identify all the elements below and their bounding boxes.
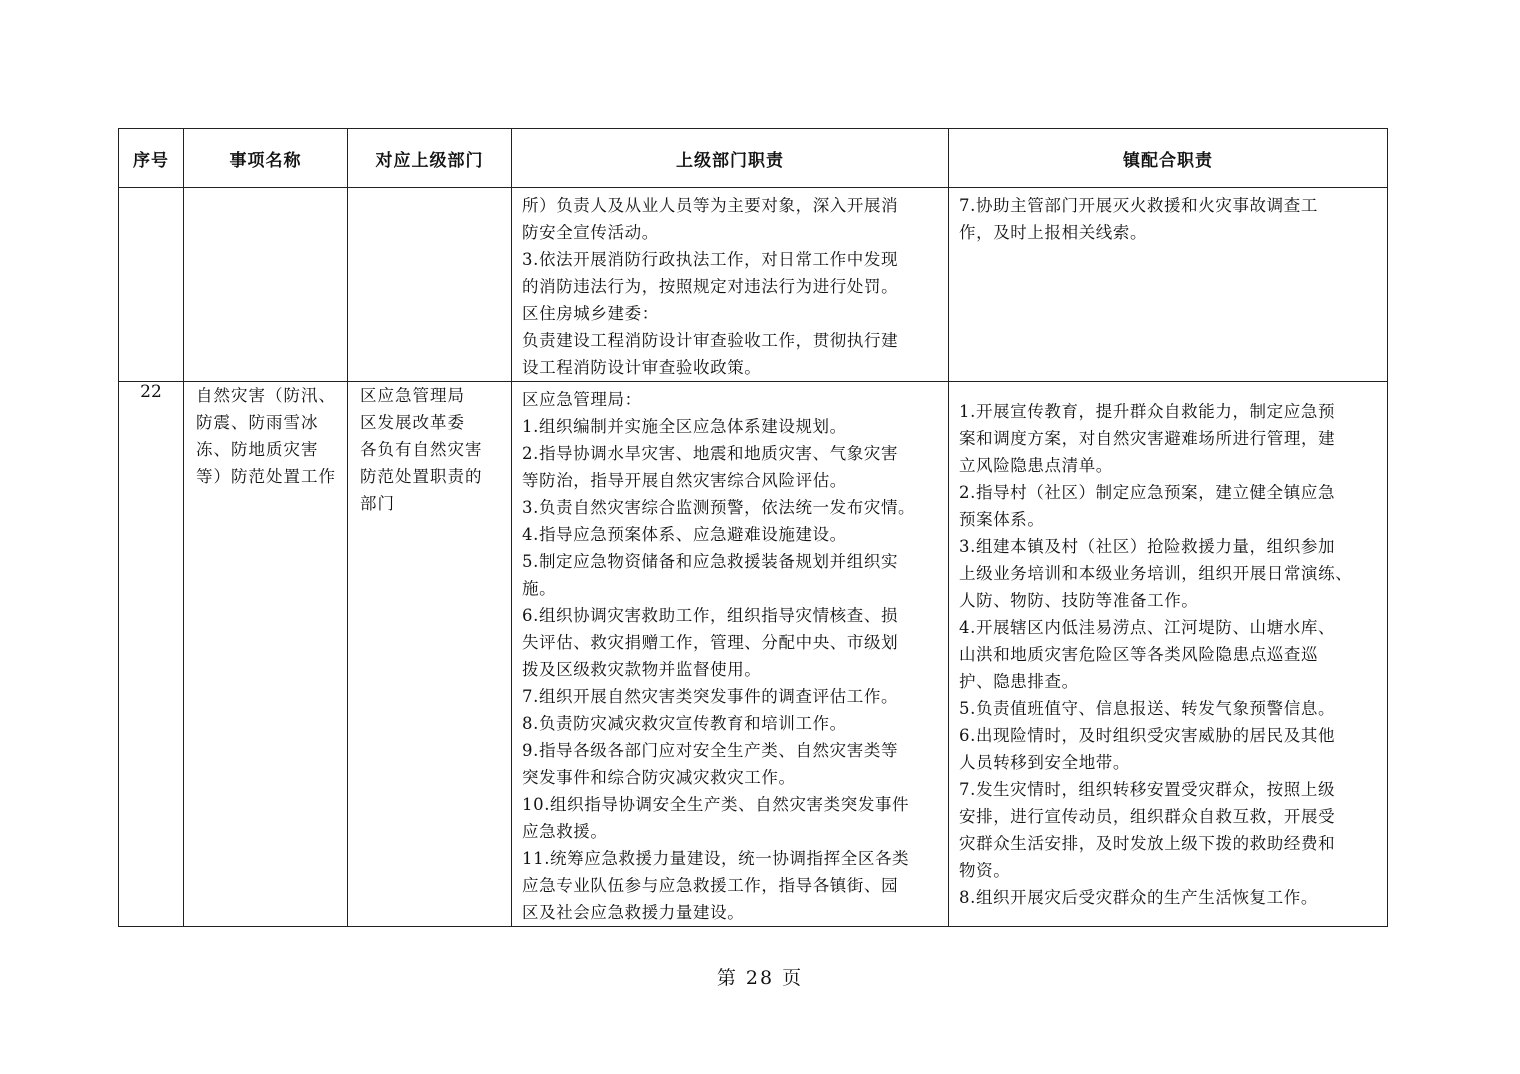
text-line: 应急专业队伍参与应急救援工作，指导各镇街、园: [522, 876, 899, 895]
text-line: 安排，进行宣传动员，组织群众自救互救，开展受: [959, 807, 1336, 826]
text-line: 1.组织编制并实施全区应急体系建设规划。: [522, 417, 847, 436]
text-line: 立风险隐患点清单。: [959, 456, 1113, 475]
text-line: 案和调度方案，对自然灾害避难场所进行管理，建: [959, 429, 1336, 448]
text-line: 各负有自然灾害: [360, 440, 483, 459]
text-line: 所）负责人及从业人员等为主要对象，深入开展消: [522, 196, 899, 215]
text-line: 区应急管理局: [360, 386, 465, 405]
table-header-row: [119, 129, 1388, 188]
text-line: 7.发生灾情时，组织转移安置受灾群众，按照上级: [959, 780, 1336, 799]
text-line: 5.负责值班值守、信息报送、转发气象预警信息。: [959, 699, 1336, 718]
text-line: 人防、物防、技防等准备工作。: [959, 591, 1199, 610]
text-line: 冻、防地质灾害: [196, 440, 319, 459]
text-line: 作，及时上报相关线索。: [959, 223, 1148, 242]
table-row: [119, 382, 1388, 927]
header-department: 对应上级部门: [348, 129, 512, 188]
text-line: 11.统筹应急救援力量建设，统一协调指挥全区各类: [522, 849, 910, 868]
text-line: 失评估、救灾捐赠工作，管理、分配中央、市级划: [522, 633, 899, 652]
text-line: 10.组织指导协调安全生产类、自然灾害类突发事件: [522, 795, 910, 814]
text-line: 设工程消防设计审查验收政策。: [522, 358, 762, 377]
text-line: 等防治，指导开展自然灾害综合风险评估。: [522, 471, 847, 490]
page-number: 第 28 页: [716, 967, 804, 989]
text-line: 部门: [360, 494, 395, 513]
text-line: 8.负责防灾减灾救灾宣传教育和培训工作。: [522, 714, 847, 733]
text-line: 2.指导协调水旱灾害、地震和地质灾害、气象灾害: [522, 444, 899, 463]
text-line: 9.指导各级各部门应对安全生产类、自然灾害类等: [522, 741, 899, 760]
text-line: 5.制定应急物资储备和应急救援装备规划并组织实: [522, 552, 899, 571]
header-superior-duties: 上级部门职责: [512, 129, 949, 188]
text-line: 上级业务培训和本级业务培训，组织开展日常演练、: [959, 564, 1353, 583]
text-line: 人员转移到安全地带。: [959, 753, 1130, 772]
cell-department: [348, 188, 512, 382]
cell-number: 22: [119, 382, 184, 927]
cell-town-duties: [949, 188, 1388, 382]
text-line: 施。: [522, 579, 557, 598]
cell-superior-duties: [512, 188, 949, 382]
text-line: 8.组织开展灾后受灾群众的生产生活恢复工作。: [959, 888, 1318, 907]
cell-town-duties: [949, 382, 1388, 927]
text-line: 3.依法开展消防行政执法工作，对日常工作中发现: [522, 250, 899, 269]
text-line: 拨及区级救灾款物并监督使用。: [522, 660, 762, 679]
text-line: 护、隐患排查。: [959, 672, 1079, 691]
text-line: 的消防违法行为，按照规定对违法行为进行处罚。: [522, 277, 899, 296]
text-line: 3.组建本镇及村（社区）抢险救援力量，组织参加: [959, 537, 1336, 556]
text-line: 山洪和地质灾害危险区等各类风险隐患点巡查巡: [959, 645, 1319, 664]
text-line: 区住房城乡建委：: [522, 304, 659, 323]
text-line: 负责建设工程消防设计审查验收工作，贯彻执行建: [522, 331, 899, 350]
text-line: 2.指导村（社区）制定应急预案，建立健全镇应急: [959, 483, 1336, 502]
text-line: 4.指导应急预案体系、应急避难设施建设。: [522, 525, 847, 544]
cell-department: [348, 382, 512, 927]
text-line: 自然灾害（防汛、: [196, 386, 336, 405]
text-line: 区发展改革委: [360, 413, 465, 432]
text-line: 3.负责自然灾害综合监测预警，依法统一发布灾情。: [522, 498, 916, 517]
cell-item-name: [184, 382, 348, 927]
text-line: 防震、防雨雪冰: [196, 413, 319, 432]
text-line: 4.开展辖区内低洼易涝点、江河堤防、山塘水库、: [959, 618, 1336, 637]
text-line: 防安全宣传活动。: [522, 223, 659, 242]
text-line: 6.组织协调灾害救助工作，组织指导灾情核查、损: [522, 606, 899, 625]
header-item-name: 事项名称: [184, 129, 348, 188]
text-line: 区及社会应急救援力量建设。: [522, 903, 745, 922]
text-line: 等）防范处置工作: [196, 467, 336, 486]
text-line: 防范处置职责的: [360, 467, 483, 486]
text-line: 7.组织开展自然灾害类突发事件的调查评估工作。: [522, 687, 899, 706]
cell-number: [119, 188, 184, 382]
cell-item-name: [184, 188, 348, 382]
duty-table: [118, 128, 1388, 927]
text-line: 7.协助主管部门开展灭火救援和火灾事故调查工: [959, 196, 1318, 215]
cell-superior-duties: [512, 382, 949, 927]
text-line: 区应急管理局：: [522, 390, 642, 409]
text-line: 6.出现险情时，及时组织受灾害威胁的居民及其他: [959, 726, 1336, 745]
text-line: 应急救援。: [522, 822, 608, 841]
text-line: 灾群众生活安排，及时发放上级下拨的救助经费和: [959, 834, 1336, 853]
text-line: 物资。: [959, 861, 1011, 880]
table-row: [119, 188, 1388, 382]
text-line: 1.开展宣传教育，提升群众自救能力，制定应急预: [959, 402, 1336, 421]
text-line: 预案体系。: [959, 510, 1045, 529]
text-line: 突发事件和综合防灾减灾救灾工作。: [522, 768, 796, 787]
header-number: 序号: [119, 129, 184, 188]
header-town-duties: 镇配合职责: [949, 129, 1388, 188]
